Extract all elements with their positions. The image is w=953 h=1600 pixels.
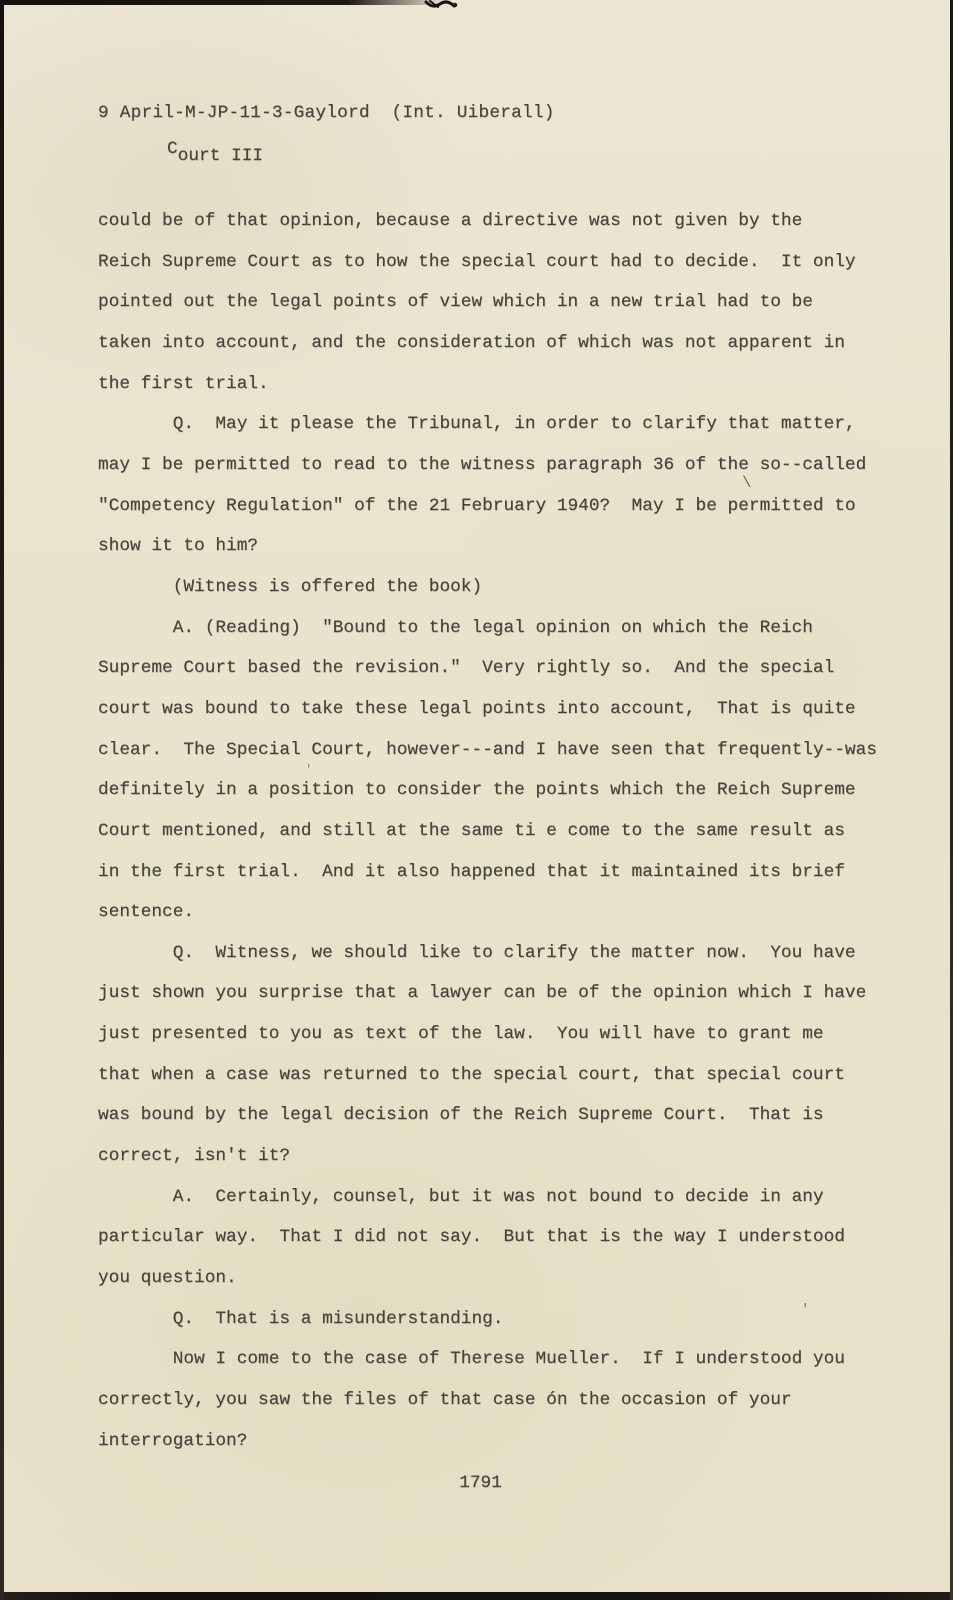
transcript-line: Reich Supreme Court as to how the special court had to decide. It only — [98, 251, 856, 272]
transcript-line: show it to him? — [98, 536, 259, 557]
transcript-line: Q. Witness, we should like to clarify the matter now. You have — [98, 942, 856, 963]
transcript-line: clear. The Special Court, however---and I have seen that frequently--was — [98, 739, 877, 760]
transcript-line: correctly, you saw the files of that case ón the occasion of your — [98, 1390, 792, 1411]
transcript-line: Court mentioned, and still at the same ti e come to the same result as — [98, 820, 845, 841]
scan-edge-left — [0, 0, 4, 1600]
transcript-line: (Witness is offered the book) — [98, 576, 483, 597]
transcript-line: interrogation? — [98, 1430, 248, 1451]
transcript-line: definitely in a position to consider the points which the Reich Supreme — [98, 780, 856, 801]
scan-edge-bottom — [0, 1592, 953, 1600]
transcript-line: "Competency Regulation" of the 21 February 1940? May I be permitted to — [98, 495, 856, 516]
page-number: 1791 — [459, 1473, 502, 1493]
stray-tick-mark: ' — [801, 1302, 810, 1318]
transcript-line: particular way. That I did not say. But that is the way I understood — [98, 1227, 845, 1248]
transcript-line: that when a case was returned to the special court, that special court — [98, 1064, 845, 1085]
page-header: 9 April-M-JP-11-3-Gaylord (Int. Uiberall) — [98, 103, 555, 123]
transcript-line: sentence. — [98, 902, 195, 923]
stray-slash-mark: \ — [742, 474, 752, 492]
transcript-line: in the first trial. And it also happened that it maintained its brief — [98, 861, 845, 882]
transcript-line: Now I come to the case of Therese Mueller. If I understood you — [98, 1349, 845, 1370]
transcript-line: could be of that opinion, because a directive was not given by the — [98, 211, 803, 231]
scan-edge-top — [0, 0, 446, 5]
transcript-line: A. (Reading) "Bound to the legal opinion on which the Reich — [98, 617, 813, 638]
transcript-line: the first trial. — [98, 373, 269, 394]
transcript-line: may I be permitted to read to the witness paragraph 36 of the so--called — [98, 454, 867, 475]
transcript-line: just shown you surprise that a lawyer can be of the opinion which I have — [98, 983, 867, 1004]
transcript-line: A. Certainly, counsel, but it was not bound to decide in any — [98, 1186, 824, 1207]
transcript-line: correct, isn't it? — [98, 1146, 291, 1167]
transcript-line: you question. — [98, 1268, 237, 1289]
transcript-line: Q. That is a misunderstanding. — [98, 1308, 504, 1329]
transcript-line: Q. May it please the Tribunal, in order to clarify that matter, — [98, 414, 856, 435]
court-label-superscript: C — [167, 139, 178, 159]
transcript-line: pointed out the legal points of view which in a new trial had to be — [98, 292, 813, 313]
transcript-line: just presented to you as text of the law. You will have to grant me — [98, 1024, 824, 1045]
court-label — [167, 139, 264, 166]
transcript-line: court was bound to take these legal points into account, That is quite — [98, 698, 856, 719]
scanned-page — [4, 0, 950, 1592]
transcript-line: Supreme Court based the revision." Very rightly so. And the special — [98, 658, 835, 679]
transcript-line: taken into account, and the consideration of which was not apparent in — [98, 332, 845, 353]
transcript-body — [98, 201, 877, 1461]
court-label-rest: ourt III — [177, 146, 264, 166]
stray-tick-mark: ' — [305, 763, 313, 777]
transcript-line: was bound by the legal decision of the Reich Supreme Court. That is — [98, 1105, 824, 1126]
